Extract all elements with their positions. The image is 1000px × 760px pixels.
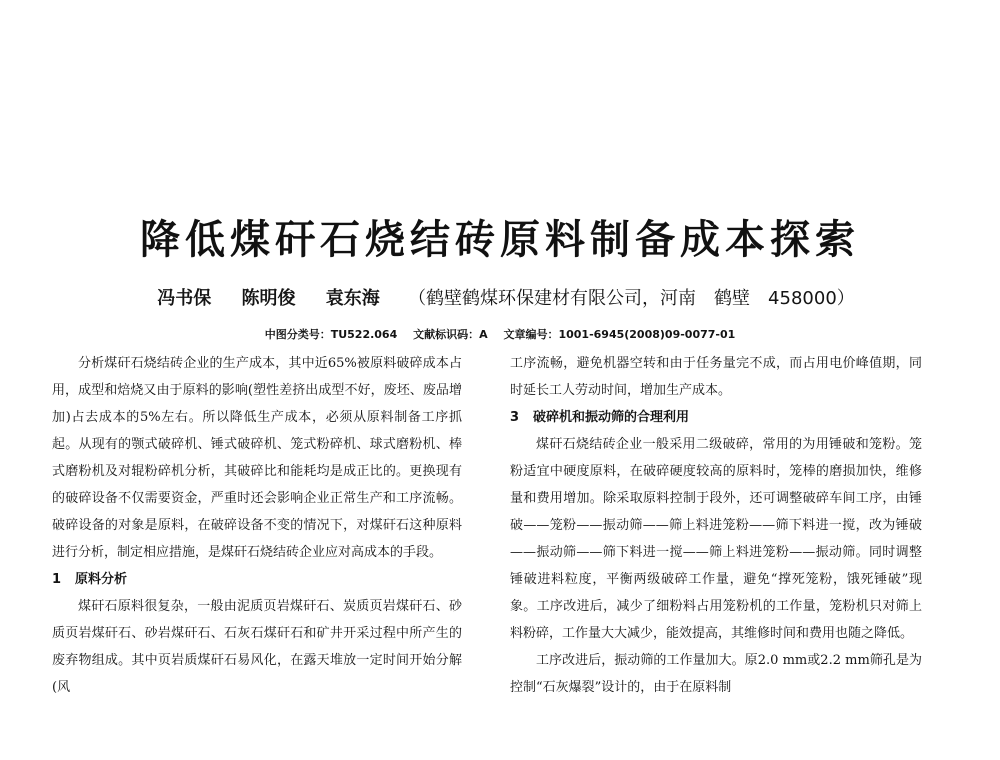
document-code: 文献标识码：A [413,328,488,341]
body-paragraph: 煤矸石原料很复杂，一般由泥质页岩煤矸石、炭质页岩煤矸石、砂质页岩煤矸石、砂岩煤矸石、石灰石煤矸石和矿井开采过程中所产生的废弃物组成。其中页岩质煤矸石易风化，在露天堆放一定时间开始分解(风 [52,599,462,695]
clc-number: 中图分类号：TU522.064 [264,328,398,341]
body-paragraph: 煤矸石烧结砖企业一般采用二级破碎，常用的为用锤破和笼粉。笼粉适宜中硬度原料，在破碎硬度较高的原料时，笼棒的磨损加快，维修量和费用增加。除采取原料控制于段外，还可调整破碎车间工序，由锤破——笼粉——振动筛——筛上料进笼粉——筛下料进一搅，改为锤破——振动筛——筛下料进一搅——筛上料进笼粉——振动筛。同时调整锤破进料粒度，平衡两级破碎工作量，避免“撑死笼粉，饿死锤破”现象。工序改进后，减少了细粉料占用笼粉机的工作量，笼粉机只对筛上料粉碎，工作量大大减少，能效提高，其维修时间和费用也随之降低。 [510,437,922,641]
right-column [510,350,922,701]
author-line [0,284,1000,310]
author-name: 冯书保 [157,288,212,309]
section-title: 破碎机和振动筛的合理利用 [533,410,690,425]
section-number: 1 [52,572,62,587]
body-paragraph: 工序流畅，避免机器空转和由于任务量完不成，而占用电价峰值期，同时延长工人劳动时间，增加生产成本。 [510,356,922,398]
abstract-paragraph: 分析煤矸石烧结砖企业的生产成本，其中近65%被原料破碎成本占用，成型和焙烧又由于原料的影响(塑性差挤出成型不好，废坯、废品增加)占去成本的5%左右。所以降低生产成本，必须从原料制备工序抓起。从现有的颚式破碎机、锤式破碎机、笼式粉碎机、球式磨粉机、棒式磨粉机及对辊粉碎机分析，其破碎比和能耗均是成正比的。更换现有的破碎设备不仅需要资金，严重时还会影响企业正常生产和工序流畅。破碎设备的对象是原料，在破碎设备不变的情况下，对煤矸石这种原料进行分析，制定相应措施，是煤矸石烧结砖企业应对高成本的手段。 [52,356,462,560]
author-name: 陈明俊 [241,288,296,309]
left-column [52,350,462,701]
section-title: 原料分析 [75,572,128,587]
article-title: 降低煤矸石烧结砖原料制备成本探索 [140,217,860,263]
author-name: 袁东海 [325,288,380,309]
classification-line [0,326,1000,342]
body-paragraph: 工序改进后，振动筛的工作量加大。原2.0 mm或2.2 mm筛孔是为控制“石灰爆裂”设计的，由于在原料制 [510,653,922,695]
affiliation: （鹤壁鹤煤环保建材有限公司，河南 鹤壁 458000） [408,288,855,309]
section-heading-3 [510,404,922,431]
section-number: 3 [510,410,520,425]
author-names [145,288,398,309]
article-number: 文章编号：1001-6945(2008)09-0077-01 [503,328,736,341]
section-heading-1 [52,566,462,593]
